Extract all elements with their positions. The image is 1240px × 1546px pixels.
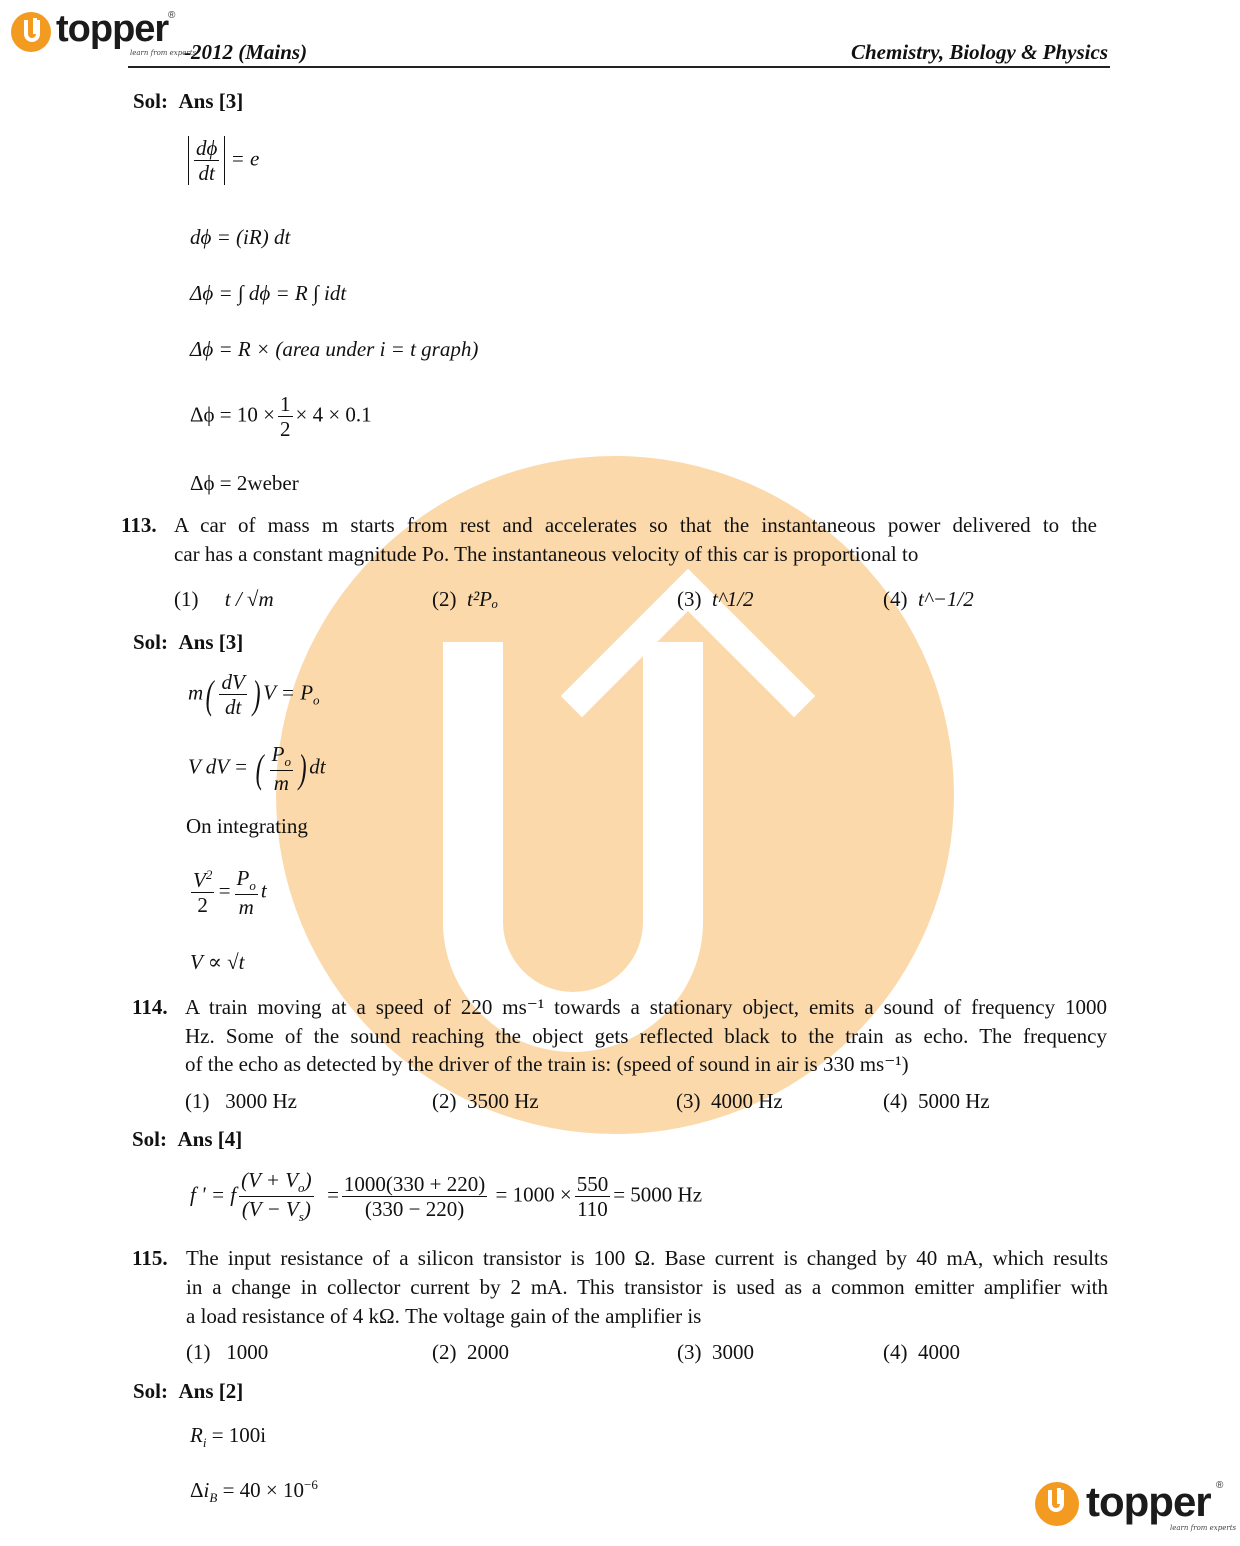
q114-text-line2: Hz. Some of the sound reaching the object gets reflected black to the train as echo. The frequency bbox=[185, 1024, 1107, 1048]
q114-number: 114. bbox=[132, 995, 168, 1019]
q113-sol-final: V ∝ √t bbox=[190, 950, 245, 974]
q115-number: 115. bbox=[132, 1246, 168, 1270]
sol-112-label: Sol: Ans [3] bbox=[133, 89, 244, 113]
header-logo-tagline: learn from experts bbox=[130, 49, 197, 57]
header-rule bbox=[128, 66, 1110, 68]
q113-option-1: (1) t / √m bbox=[174, 587, 274, 611]
header-left-title: -2012 (Mains) bbox=[184, 40, 308, 64]
q114-answer: Ans [4] bbox=[177, 1127, 243, 1151]
sol-112-step5: Δϕ = 10 × $\frac{1}{2}$ × 4 × 0.1 bbox=[190, 392, 372, 442]
q115-text-line3: a load resistance of 4 kΩ. The voltage gain of the amplifier is bbox=[186, 1304, 702, 1328]
q113-option-2: (2) t²Pₒ bbox=[432, 587, 498, 611]
q113-text-line2: car has a constant magnitude Po. The instantaneous velocity of this car is proportional to bbox=[174, 542, 919, 566]
q115-option-4: (4) 4000 bbox=[883, 1340, 960, 1364]
q113-sol-step1: m( $\frac{dV}{dt}$ ) $V = P_o$ bbox=[188, 670, 320, 720]
footer-logo-text: topper bbox=[1086, 1478, 1211, 1525]
q115-sol-label: Sol: Ans [2] bbox=[133, 1379, 244, 1403]
sol-112-step6: Δϕ = 2weber bbox=[190, 471, 299, 495]
footer-logo-tagline: learn from experts bbox=[1170, 1524, 1237, 1532]
q113-sol-step3: $\frac{V^2}{2}$ = $\frac{P_o}{m}$ t bbox=[193, 866, 267, 920]
sol-112-step2: dϕ = (iR) dt bbox=[190, 225, 291, 249]
q113-sol-step2: V dV = ( $\frac{P_o}{m}$ ) dt bbox=[188, 742, 326, 796]
header-logo-registered: ® bbox=[168, 10, 176, 21]
q115-option-2: (2) 2000 bbox=[432, 1340, 509, 1364]
q114-text-line1: A train moving at a speed of 220 ms⁻¹ towards a stationary object, emits a sound of frequency 1000 bbox=[185, 995, 1107, 1019]
q114-option-2: (2) 3500 Hz bbox=[432, 1089, 539, 1113]
sol-112-answer: Ans [3] bbox=[178, 89, 244, 113]
q114-text-line3: of the echo as detected by the driver of the train is: (speed of sound in air is 330 ms⁻¹) bbox=[185, 1052, 909, 1076]
q114-sol-formula: f ' = f $\frac{(V + V_o)}{(V - V_s)}$ = $\frac{1000(330 + 220)}{(330 - 220)}$ = 1000 × $\frac{550}{110}$ = 5000 Hz bbox=[190, 1168, 703, 1225]
q113-text-line1: A car of mass m starts from rest and accelerates so that the instantaneous power delivered to the bbox=[174, 513, 1097, 537]
q114-option-1: (1) 3000 Hz bbox=[185, 1089, 297, 1113]
q114-option-4: (4) 5000 Hz bbox=[883, 1089, 990, 1113]
q115-option-1: (1) 1000 bbox=[186, 1340, 269, 1364]
footer-logo-icon bbox=[1035, 1482, 1079, 1526]
q113-number: 113. bbox=[121, 513, 157, 537]
header-right-title: Chemistry, Biology & Physics bbox=[850, 40, 1108, 64]
q115-text-line1: The input resistance of a silicon transistor is 100 Ω. Base current is changed by 40 mA, which results bbox=[186, 1246, 1108, 1270]
q113-sol-label: Sol: Ans [3] bbox=[133, 630, 244, 654]
q113-option-3: (3) t^1/2 bbox=[677, 587, 754, 611]
footer-logo-registered: ® bbox=[1216, 1480, 1224, 1491]
q113-on-integrating: On integrating bbox=[186, 814, 308, 838]
header-logo-text: topper bbox=[56, 8, 169, 50]
q115-option-3: (3) 3000 bbox=[677, 1340, 754, 1364]
q115-text-line2: in a change in collector current by 2 mA. This transistor is used as a common emitter amplifier with bbox=[186, 1275, 1108, 1299]
header-logo-icon bbox=[11, 12, 51, 52]
q113-answer: Ans [3] bbox=[178, 630, 244, 654]
q114-option-3: (3) 4000 Hz bbox=[676, 1089, 783, 1113]
q114-sol-label: Sol: Ans [4] bbox=[132, 1127, 243, 1151]
sol-112-step1: $\frac{d\phi}{dt}$ = e bbox=[188, 136, 259, 185]
q115-sol-step1: $R_i = 100i$ bbox=[190, 1423, 267, 1451]
sol-112-step4: Δϕ = R × (area under i = t graph) bbox=[190, 337, 479, 361]
q115-answer: Ans [2] bbox=[178, 1379, 244, 1403]
q115-sol-step2: $\Delta i_B = 40 \times 10^{-6}$ bbox=[190, 1477, 318, 1506]
q113-option-4: (4) t^−1/2 bbox=[883, 587, 974, 611]
sol-112-step3: Δϕ = ∫ dϕ = R ∫ idt bbox=[190, 281, 347, 305]
